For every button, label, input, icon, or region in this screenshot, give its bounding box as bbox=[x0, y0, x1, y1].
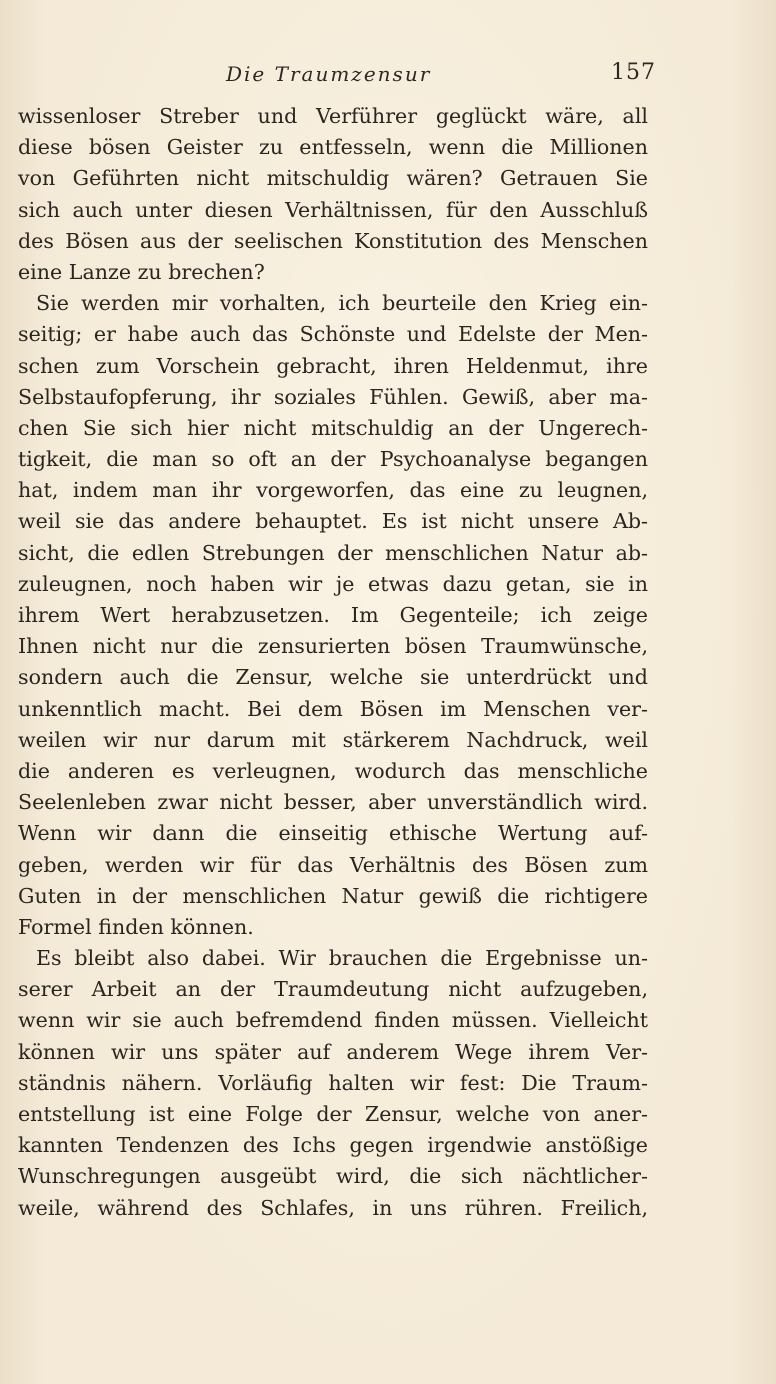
text-line: des Bösen aus der seelischen Konstitution des Menschen bbox=[18, 228, 648, 253]
text-line: Ihnen nicht nur die zensurierten bösen Traumwünsche, bbox=[18, 634, 648, 659]
text-line: Seelenleben zwar nicht besser, aber unverständlich wird. bbox=[18, 790, 648, 815]
text-line: sicht, die edlen Strebungen der menschlichen Natur ab- bbox=[18, 540, 648, 565]
text-line: eine Lanze zu brechen? bbox=[18, 259, 265, 284]
text-line: von Geführten nicht mitschuldig wären? Getrauen Sie bbox=[18, 166, 648, 191]
text-line: Wunschregungen ausgeübt wird, die sich nächtlicher- bbox=[18, 1164, 648, 1189]
text-line: Sie werden mir vorhalten, ich beurteile den Krieg ein- bbox=[36, 291, 648, 316]
body-text bbox=[18, 101, 648, 1224]
text-line: Formel finden können. bbox=[18, 914, 254, 939]
text-line: tigkeit, die man so oft an der Psychoanalyse begangen bbox=[18, 447, 648, 472]
text-line: unkenntlich macht. Bei dem Bösen im Menschen ver- bbox=[18, 696, 648, 721]
text-line: zuleugnen, noch haben wir je etwas dazu getan, sie in bbox=[18, 571, 648, 596]
text-line: geben, werden wir für das Verhältnis des Bösen zum bbox=[18, 852, 648, 877]
running-head-title: Die Traumzensur bbox=[226, 62, 432, 86]
text-line: weile, während des Schlafes, in uns rühren. Freilich, bbox=[18, 1195, 648, 1220]
text-line: schen zum Vorschein gebracht, ihren Heldenmut, ihre bbox=[18, 353, 648, 378]
text-line: sondern auch die Zensur, welche sie unterdrückt und bbox=[18, 665, 648, 690]
text-line: Selbstaufopferung, ihr soziales Fühlen. Gewiß, aber ma- bbox=[18, 384, 648, 409]
text-line: wissenloser Streber und Verführer geglückt wäre, all bbox=[18, 104, 648, 128]
text-line: seitig; er habe auch das Schönste und Edelste der Men- bbox=[18, 322, 648, 347]
text-line: Wenn wir dann die einseitig ethische Wertung auf- bbox=[18, 821, 648, 846]
text-line: kannten Tendenzen des Ichs gegen irgendwie anstößige bbox=[18, 1133, 648, 1158]
text-line: weilen wir nur darum mit stärkerem Nachdruck, weil bbox=[18, 727, 648, 752]
text-line: entstellung ist eine Folge der Zensur, welche von aner- bbox=[18, 1102, 648, 1126]
text-line: ihrem Wert herabzusetzen. Im Gegenteile; ich zeige bbox=[18, 603, 648, 627]
text-line: diese bösen Geister zu entfesseln, wenn die Millionen bbox=[18, 135, 648, 160]
page-number: 157 bbox=[611, 60, 656, 85]
text-line: sich auch unter diesen Verhältnissen, für den Ausschluß bbox=[18, 197, 648, 222]
text-line: die anderen es verleugnen, wodurch das menschliche bbox=[18, 758, 648, 783]
text-line: hat, indem man ihr vorgeworfen, das eine zu leugnen, bbox=[18, 478, 648, 503]
text-line: chen Sie sich hier nicht mitschuldig an der Ungerech- bbox=[18, 415, 648, 440]
text-line: serer Arbeit an der Traumdeutung nicht aufzugeben, bbox=[18, 977, 648, 1002]
running-head bbox=[20, 58, 656, 94]
text-line: können wir uns später auf anderem Wege ihrem Ver- bbox=[18, 1039, 648, 1064]
text-line: Guten in der menschlichen Natur gewiß die richtigere bbox=[18, 883, 648, 908]
text-line: ständnis nähern. Vorläufig halten wir fest: Die Traum- bbox=[18, 1070, 648, 1095]
text-line: weil sie das andere behauptet. Es ist nicht unsere Ab- bbox=[18, 509, 648, 534]
text-line: wenn wir sie auch befremdend finden müssen. Vielleicht bbox=[18, 1008, 648, 1033]
text-line: Es bleibt also dabei. Wir brauchen die Ergebnisse un- bbox=[36, 946, 648, 971]
